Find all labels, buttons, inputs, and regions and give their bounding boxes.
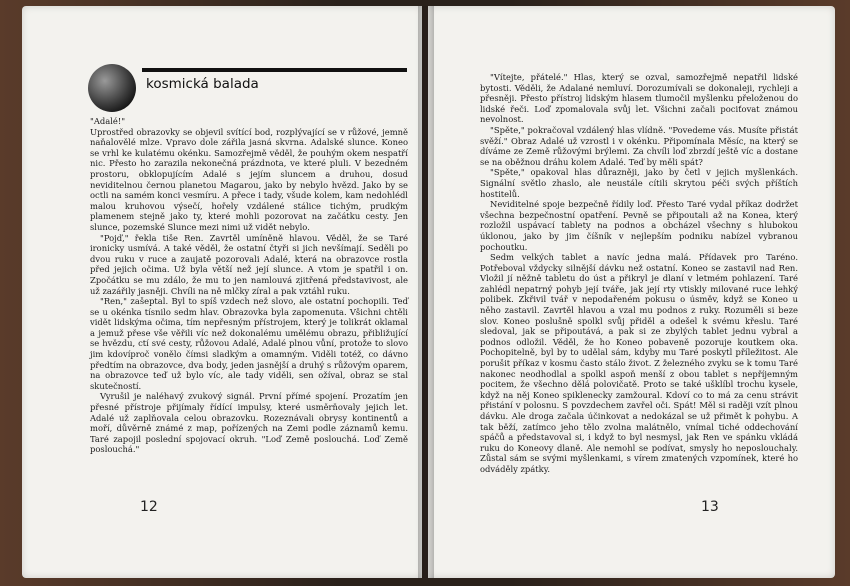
right-page <box>428 6 835 578</box>
left-page <box>22 6 422 578</box>
paragraph: "Spěte," opakoval hlas důrazněji, jako by četl v jejich myšlenkách. Signální světlo zhaslo, ale neustále cítili skrytou péči svých příštích hostitelů. <box>480 167 798 199</box>
book-gutter <box>418 6 434 578</box>
page-number-right: 13 <box>701 499 719 515</box>
paragraph: "Pojď," řekla tiše Ren. Zavrtěl umíněně hlavou. Věděl, že se Taré ironicky usmívá. A také věděl, že ostatní čtyři si jich nevšímají. Seděli po dvou ruku v ruce a zaujatě pozorovali Adalé, která na obrazovce rostla před jejich očima. Už byla větší než její slunce. A vtom je spatřil i on. Zpočátku se mu zdálo, že mu to jen namlouvá zjitřená představivost, ale už zazářily jasněji. Chvíli na ně mlčky zíral a pak vztáhl ruku. <box>90 232 408 296</box>
paragraph: Uprostřed obrazovky se objevil svítící bod, rozplývající se v růžové, jemně naňalovělé mlze. Vpravo dole zářila jasná skvrna. Adalské slunce. Koneo se vrhl ke kulatému okénku. Samozřejmě věděl, že pouhým okem nespatří nic. Přesto ho zarazila nekonečná prázdnota, ve které pluli. V bezedném prostoru, obklopujícím Adalé s jejím sluncem a druhou, dosud neviditelnou černou planetou Magarou, jako by nebylo hvězd. Jako by se octli na samém konci vesmíru. A přece i tady, všude kolem, kam nedohlédl malou kruhovou výsečí, hořely vzdálené stálice tichým, prudkým plamenem stejně jako ty, které mohli pozorovat na začátku cesty. Jen slunce, pozemské Slunce mezi nimi už vidět nebylo. <box>90 126 408 232</box>
paragraph: Sedm velkých tablet a navíc jedna malá. Přídavek pro Taréno. Potřeboval vždycky silnější dávku než ostatní. Koneo se zastavil nad Ren. Vložil jí něžně tabletu do úst a přikryl je dlaní v letmém pohlazení. Taré zahlédl nepatrný pohyb její tváře, jak její rty vtiskly milované ruce lehký polibek. Zkřivil tvář v nepodařeném pokusu o úsměv, když se Koneo u něho zastavil. Zavrtěl hlavou a vzal mu podnos z ruky. Rozuměli si beze slov. Koneo poslušně spolkl svůj přiděl a odešel k svému křeslu. Taré sledoval, jak se připoutává, a pak si ze zbylých tablet jednu vybral a podnos odložil. Věděl, že ho Koneo pobaveně pozoruje koutkem oka. Pochopitelně, byl by to udělal sám, kdyby mu Taré poskytl příležitost. Ale porušit příkaz v kosmu často stálo život. Z železného zvyku se k tomu Taré nakonec neodhodlal a spolkl aspoň menší z obou tablet s nepříjemným pocitem, že všechno dělá polovičatě. Proto se také ušklíbl trochu kysele, když na něj Koneo spiklenecky zamžoural. Kdoví co to má za cenu strávit přistání v polosnu. S povzdechem zavřel oči. Spát! Měl si raději vzít plnou dávku. Ale droga začala účinkovat a nedokázal se už přimět k pohybu. A tak běží, zatímco jeho tělo zvolna malátnělo, vnímal tiché oddechování spáčů a představoval si, i když to byl nesmysl, jak Ren ve spánku vkládá ruku do Koneovy dlaně. Ale nemohl se podívat, smysly ho neposlouchaly. Zůstal sám se svými myšlenkami, s vírem zmatených vzpomínek, které ho odváděly zpátky. <box>480 252 798 474</box>
paragraph: Neviditelné spoje bezpečně řídily loď. Přesto Taré vydal příkaz dodržet všechna bezpečnostní opatření. Pevně se připoutali až na Konea, který rozložil uspávací tablety na podnos a obcházel všechny s hlubokou úklonou, jako by jim číšník v nejlepším podniku nabízel vybranou pochoutku. <box>480 199 798 252</box>
header-rule <box>142 68 407 72</box>
paragraph: Vyrušil je naléhavý zvukový signál. První přímé spojení. Prozatím jen přesné přístroje přijímaly řídící impulsy, které usměrňovaly jejich let. Adalé už zaplňovala celou obrazovku. Rozeznávali obrysy kontinentů a moří, důvěrně známé z map, pořízených na Zemi podle záznamů kemu. Taré zapojil poslední spojovací okruh. "Loď Země poslouchá. Loď Země poslouchá." <box>90 391 408 455</box>
right-page-text <box>480 72 798 475</box>
moon-icon <box>88 64 136 112</box>
chapter-title: kosmická balada <box>146 76 259 92</box>
page-number-left: 12 <box>140 499 158 515</box>
chapter-header <box>88 64 418 114</box>
paragraph: "Spěte," pokračoval vzdálený hlas vlídně. "Povedeme vás. Musíte přistát svěží." Obraz Adalé už vzrostl i v okénku. Připomínala Měsíc, na který se díváme ze Země růžovými brýlemi. Za chvíli loď zbrzdí ještě víc a dostane se na oběžnou dráhu kolem Adalé. Teď by měli spát? <box>480 124 798 167</box>
paragraph: "Adalé!" <box>90 116 126 126</box>
left-page-text <box>90 116 408 455</box>
paragraph: "Ren," zašeptal. Byl to spíš vzdech než slovo, ale ostatní pochopili. Teď se u okénka tísnilo sedm hlav. Obrazovka byla zapomenuta. Všichni chtěli vidět lidskýma očima, tím nepřesným přístrojem, který je tolikrát oklamal a jemuž přese vše věřili víc než dokonalému umělému obrazu, přibližující se hvězdu, ctí své cesty, růžovou Adalé, Adalé plnou vůní, protože to slovo jim kdovíproč vonělo čímsi sladkým a omamným. Viděli totéž, co dávno předtím na obrazovce, dva body, jeden jasnější a druhý s růžovým oparem, na obrazovce teď už bylo víc, ale tady viděli, sen ožíval, obraz se stal skutečností. <box>90 296 408 391</box>
paragraph: "Vítejte, přátelé." Hlas, který se ozval, samozřejmě nepatřil lidské bytosti. Věděli, že Adalané nemluví. Dorozumívali se dokonaleji, rychleji a přesněji. Přesto přístroj lidským hlasem tlumočil myšlenku přeloženou do lidské řeči. Loď zpomalovala svůj let. Všichni začali pociťovat známou nevolnost. <box>480 72 798 125</box>
